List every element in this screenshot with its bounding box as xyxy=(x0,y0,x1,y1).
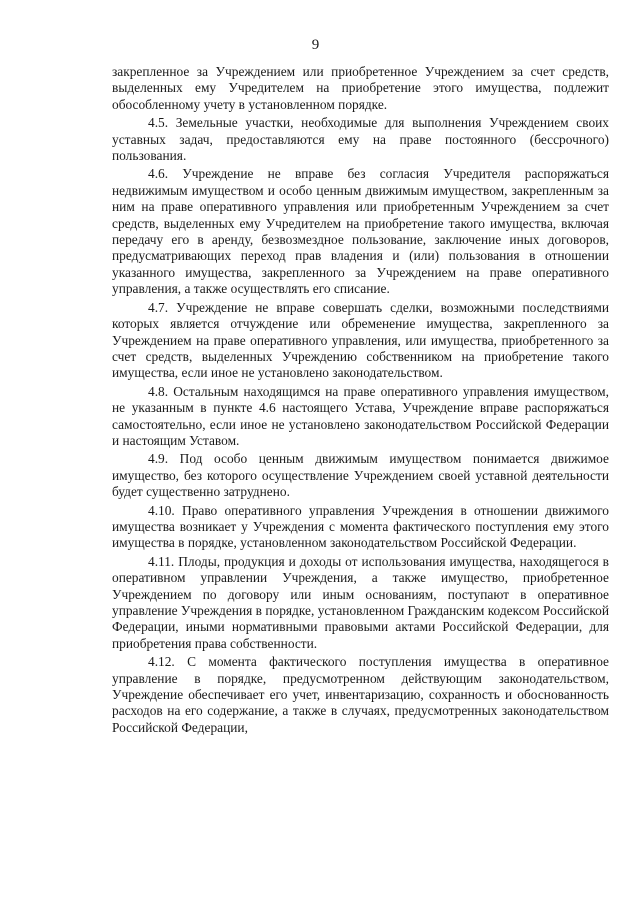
paragraph-4-10: 4.10. Право оперативного управления Учреждения в отношении движимого имущества возникает у Учреждения с момента фактического поступления ему этого имущества в порядке, установленном законодательством Российской Федерации. xyxy=(112,502,609,551)
paragraph-4-5: 4.5. Земельные участки, необходимые для выполнения Учреждением своих уставных задач, предоставляются ему на праве постоянного (бессрочного) пользования. xyxy=(112,115,609,164)
paragraph-4-11: 4.11. Плоды, продукция и доходы от использования имущества, находящегося в оперативном управлении Учреждения, а также имущество, приобретенное Учреждением по договору или иным основаниям, поступают в оперативное управление Учреждения в порядке, установленном Гражданским кодексом Российской Федерации, иными нормативными правовыми актами Российской Федерации, для приобретения права собственности. xyxy=(112,553,609,651)
paragraph-4-6: 4.6. Учреждение не вправе без согласия Учредителя распоряжаться недвижимым имуществом и особо ценным движимым имуществом, закрепленным за ним на праве оперативного управления или приобретенным Учреждением за счет средств, выделенных ему Учредителем на приобретение такого имущества, включая передачу его в аренду, безвозмездное пользование, заключение иных договоров, предусматривающих переход прав владения и (или) пользования в отношении указанного имущества, закрепленного за Учреждением на праве оперативного управления, а также осуществлять его списание. xyxy=(112,166,609,297)
paragraph-4-9: 4.9. Под особо ценным движимым имуществом понимается движимое имущество, без которого осуществление Учреждением своей уставной деятельности будет существенно затруднено. xyxy=(112,451,609,500)
paragraph-continuation: закрепленное за Учреждением или приобретенное Учреждением за счет средств, выделенных ему Учредителем на приобретение этого имущества, подлежит обособленному учету в установленном порядке. xyxy=(112,64,609,112)
document-body xyxy=(112,64,609,738)
paragraph-4-7: 4.7. Учреждение не вправе совершать сделки, возможными последствиями которых является отчуждение или обременение имущества, закрепленного за Учреждением на праве оперативного управления, или имущества, приобретенного за счет средств, выделенных Учреждению собственником на приобретение такого имущества, если иное не установлено законодательством. xyxy=(112,299,609,381)
paragraph-4-12: 4.12. С момента фактического поступления имущества в оперативное управление в порядке, предусмотренном действующим законодательством, Учреждение обеспечивает его учет, инвентаризацию, сохранность и обоснованность расходов на его содержание, а также в случаях, предусмотренных законодательством Российской Федерации, xyxy=(112,654,609,735)
page-number: 9 xyxy=(311,37,320,53)
paragraph-4-8: 4.8. Остальным находящимся на праве оперативного управления имуществом, не указанным в пункте 4.6 настоящего Устава, Учреждение вправе распоряжаться самостоятельно, если иное не установлено законодательством Российской Федерации и настоящим Уставом. xyxy=(112,383,609,448)
